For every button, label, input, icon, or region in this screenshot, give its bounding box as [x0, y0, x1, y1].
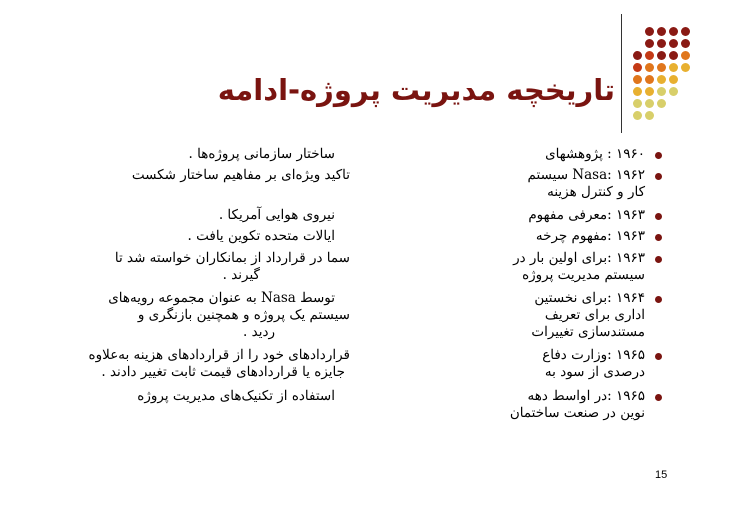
item-left-text [137, 388, 335, 405]
decorative-dot [633, 87, 642, 96]
item-line: ۱۹۶۳ :برای اولین بار در [513, 250, 645, 266]
item-line: درصدی از سود به [544, 364, 645, 380]
bullet-icon [655, 213, 662, 220]
item-right-text [513, 250, 645, 284]
item-right-text [528, 167, 645, 201]
decorative-dot [681, 63, 690, 72]
item-left-text [189, 146, 336, 163]
decorative-dot [669, 27, 678, 36]
dot-grid-decoration [633, 27, 703, 122]
item-line: مستندسازی تغییرات [531, 324, 645, 340]
decorative-dot [669, 63, 678, 72]
bullet-icon [655, 234, 662, 241]
decorative-dot [657, 75, 666, 84]
decorative-dot [657, 87, 666, 96]
item-left-text [108, 290, 350, 341]
item-line: سیستم یک پروژه و همچنین بازنگری و [137, 307, 350, 323]
item-line: استفاده از تکنیک‌های مدیریت پروژه [137, 388, 335, 404]
item-line: نوین در صنعت ساختمان [509, 405, 645, 421]
slide-title: تاریخچه مدیریت پروژه-ادامه [217, 73, 615, 107]
decorative-dot [669, 39, 678, 48]
decorative-dot [645, 39, 654, 48]
decorative-dot [633, 63, 642, 72]
item-line: ایالات متحده تکوین یافت . [187, 228, 335, 244]
decorative-dot [669, 87, 678, 96]
item-right-text [542, 347, 645, 381]
decorative-dot [645, 27, 654, 36]
title-divider-line [621, 14, 622, 133]
bullet-icon [655, 152, 662, 159]
decorative-dot [657, 99, 666, 108]
item-right-text [545, 146, 645, 163]
item-right-text [510, 388, 645, 422]
item-line: کار و کنترل هزینه [547, 184, 645, 200]
item-line: ۱۹۶۵ :وزارت دفاع [542, 347, 645, 363]
item-left-text [115, 250, 350, 284]
item-line: ۱۹۶۳ :مفهوم چرخه [535, 228, 645, 244]
item-line: تاکید ویژه‌ای بر مفاهیم ساختار شکست [131, 167, 350, 183]
item-line: ۱۹۶۴ :برای نخستین [534, 290, 645, 306]
item-left-text [89, 347, 350, 381]
decorative-dot [633, 99, 642, 108]
decorative-dot [633, 111, 642, 120]
item-line: ۱۹۶۵ :در اواسط دهه [527, 388, 645, 404]
decorative-dot [681, 27, 690, 36]
decorative-dot [657, 27, 666, 36]
item-right-text [528, 207, 645, 224]
item-line: ۱۹۶۲ :Nasa سیستم [527, 167, 645, 183]
item-line: ۱۹۶۳ :معرفی مفهوم [528, 207, 645, 223]
item-line: توسط Nasa به عنوان مجموعه رویه‌های [108, 290, 335, 306]
bullet-icon [655, 256, 662, 263]
item-left-text [219, 207, 335, 224]
decorative-dot [645, 63, 654, 72]
bullet-icon [655, 353, 662, 360]
item-left-text [188, 228, 335, 245]
item-line: سما در قرارداد از بمانکاران خواسته شد تا [114, 250, 350, 266]
decorative-dot [657, 63, 666, 72]
decorative-dot [633, 75, 642, 84]
decorative-dot [657, 51, 666, 60]
decorative-dot [645, 75, 654, 84]
bullet-icon [655, 173, 662, 180]
item-line: گیرند . [222, 267, 260, 283]
decorative-dot [645, 87, 654, 96]
decorative-dot [645, 99, 654, 108]
item-line: ردید . [243, 324, 275, 340]
decorative-dot [681, 51, 690, 60]
bullet-icon [655, 296, 662, 303]
decorative-dot [633, 51, 642, 60]
item-line: ساختار سازمانی پروژه‌ها . [188, 146, 335, 162]
item-line: نیروی هوایی آمریکا . [218, 207, 335, 223]
item-line: سیستم مدیریت پروژه [522, 267, 645, 283]
decorative-dot [657, 39, 666, 48]
decorative-dot [669, 75, 678, 84]
item-right-text [531, 290, 645, 341]
item-line: قراردادهای خود را از قراردادهای هزینه به‌علاوه [88, 347, 350, 363]
page-number: 15 [655, 469, 668, 481]
decorative-dot [645, 111, 654, 120]
item-line: جایزه یا قراردادهای قیمت ثابت تغییر دادند . [101, 364, 345, 380]
decorative-dot [669, 51, 678, 60]
decorative-dot [681, 39, 690, 48]
decorative-dot [645, 51, 654, 60]
item-line: اداری برای تعریف [544, 307, 645, 323]
item-right-text [536, 228, 645, 245]
item-line: ۱۹۶۰ : پژوهشهای [545, 146, 645, 162]
bullet-icon [655, 394, 662, 401]
item-left-text [132, 167, 350, 184]
